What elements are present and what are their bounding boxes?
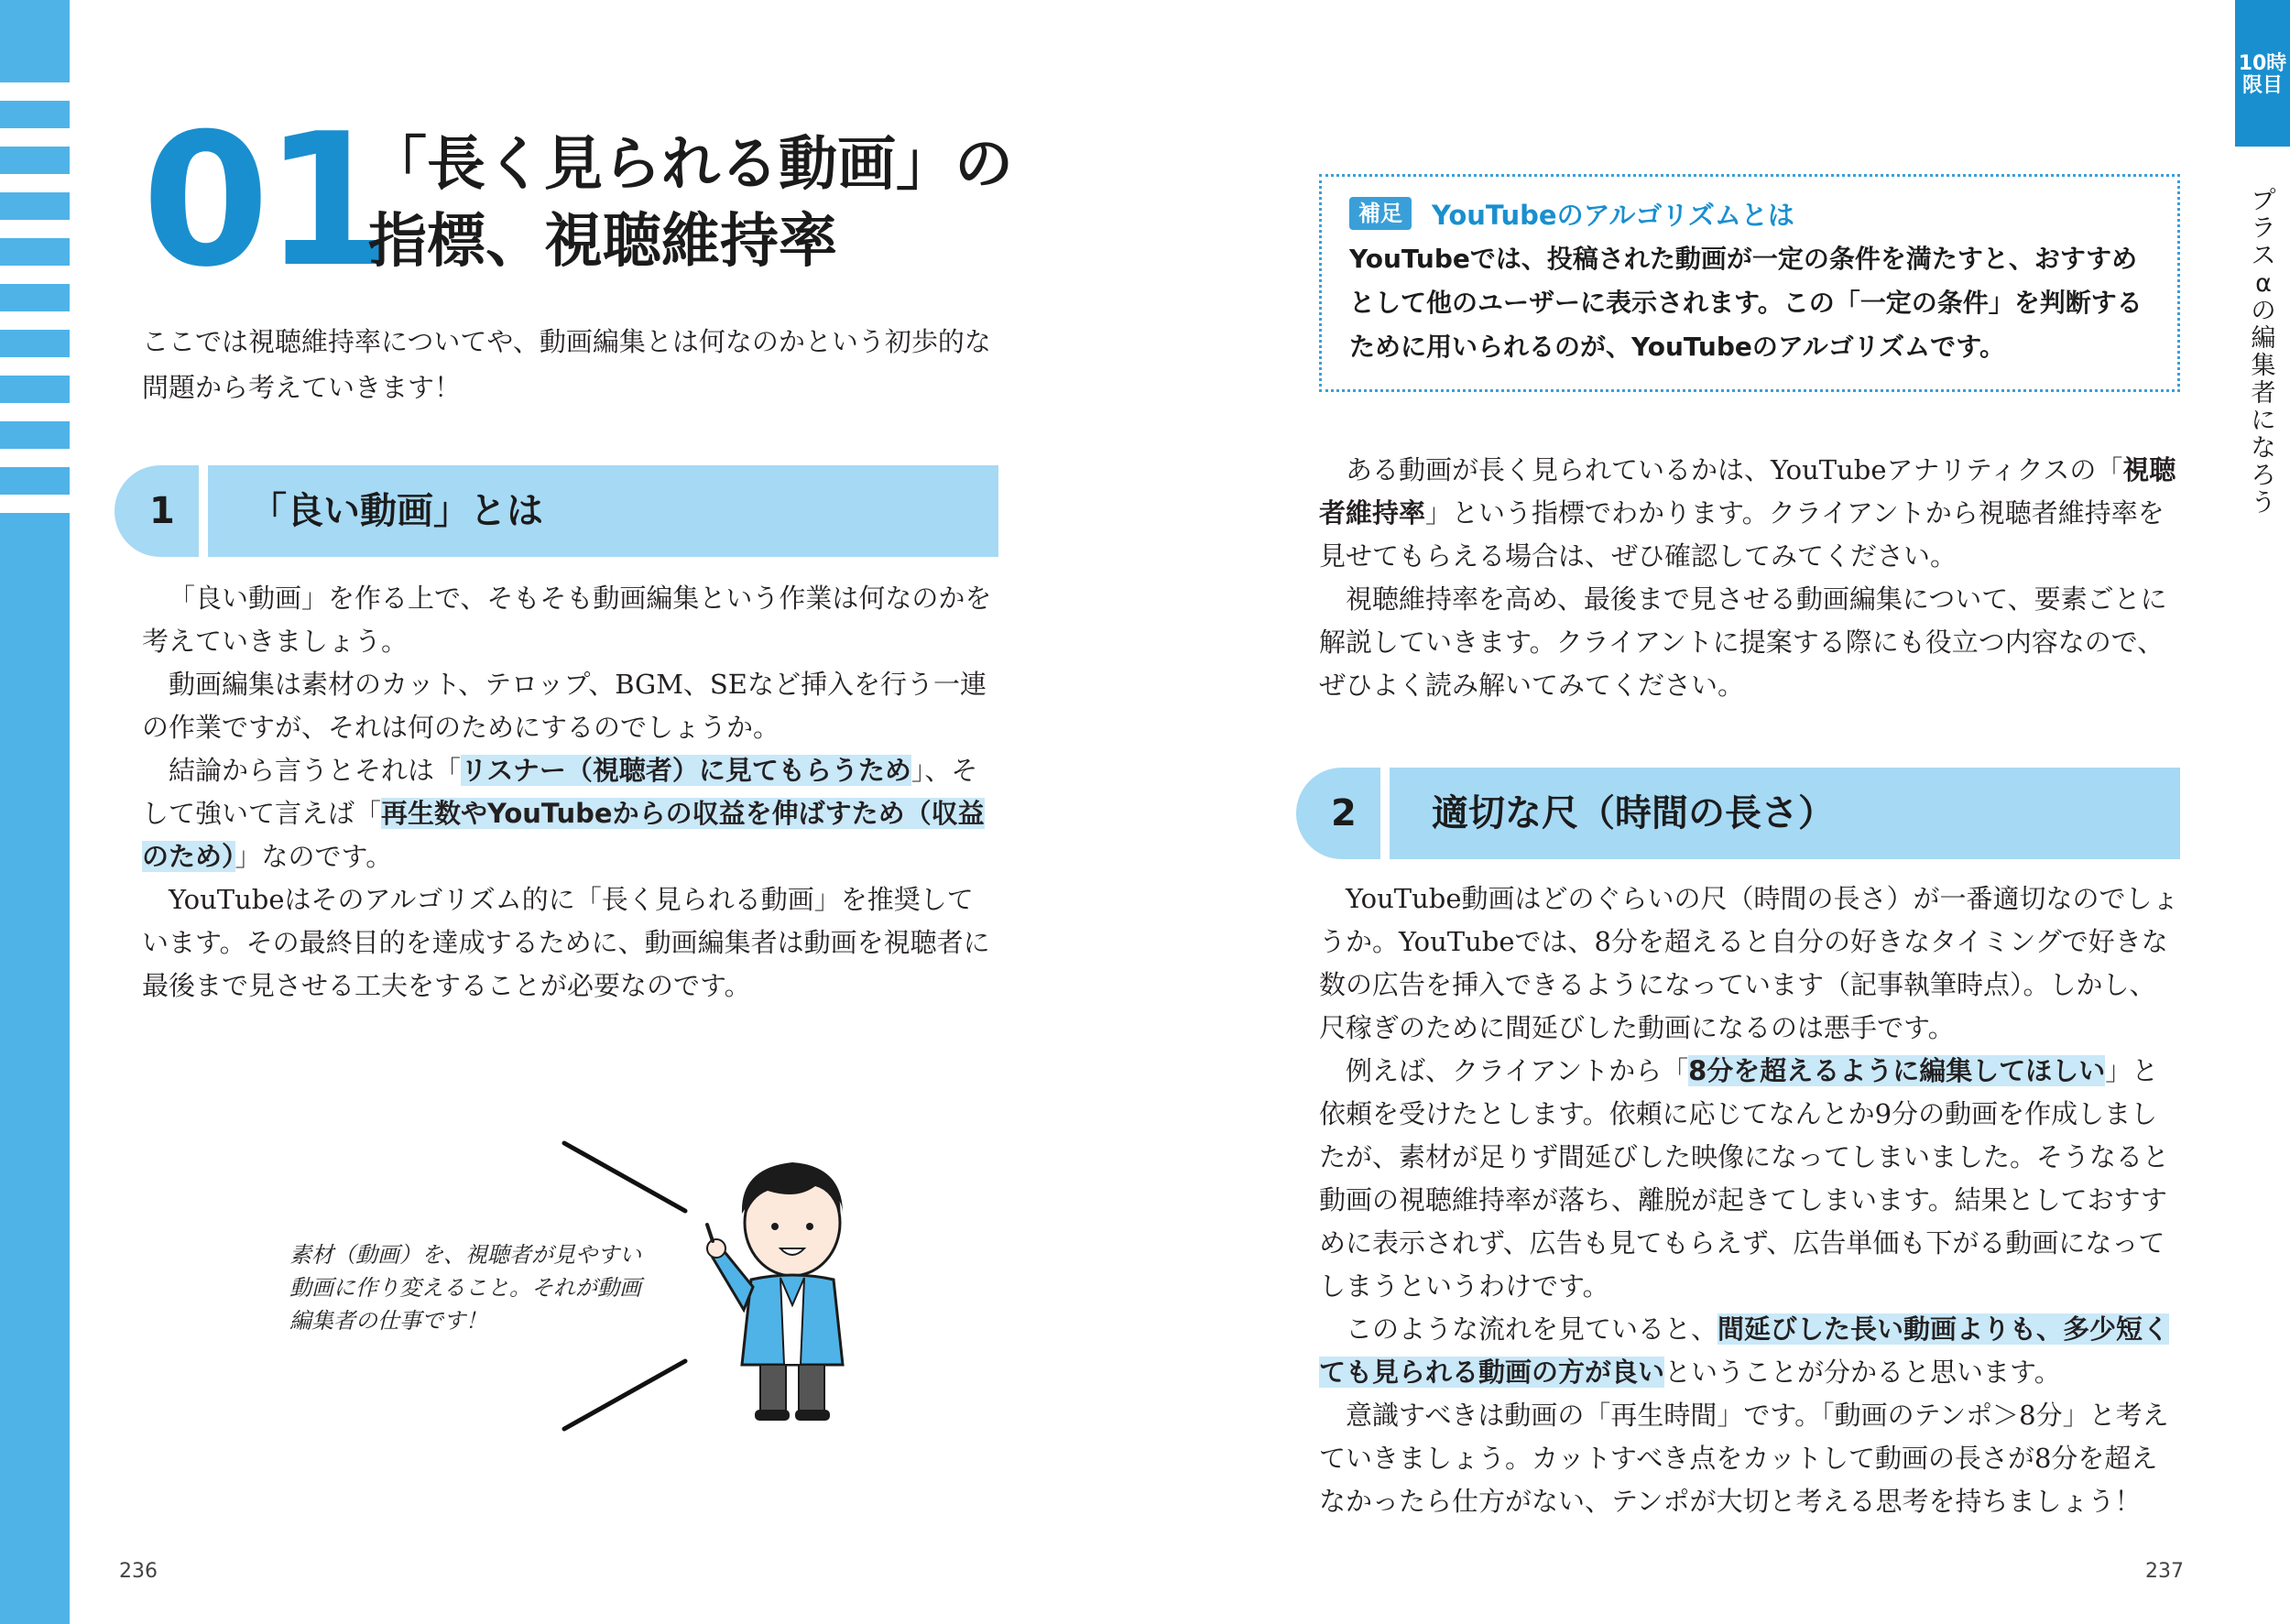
section1-number: 1 xyxy=(149,490,175,532)
paragraph: 動画編集は素材のカット、テロップ、BGM、SEなど挿入を行う一連の作業ですが、それは何のためにするのでしょうか。 xyxy=(142,669,987,743)
text-run: 例えば、クライアントから「 xyxy=(1346,1055,1689,1086)
bold-term: 視聴者維持率 xyxy=(1319,454,2176,529)
text-run: このような流れを見ていると、 xyxy=(1346,1313,1718,1345)
text-run: ある動画が長く見られているかは、YouTubeアナリティクスの「 xyxy=(1346,454,2123,485)
section2-number: 2 xyxy=(1331,792,1357,834)
text-run: 」という指標でわかります。クライアントから視聴者維持率を見せてもらえる場合は、ぜひ確認してみてください。 xyxy=(1319,497,2165,572)
text-run: 結論から言うとそれは「 xyxy=(169,755,462,786)
caption-line: 編集者の仕事です！ xyxy=(289,1308,487,1334)
section2-title: 適切な尺（時間の長さ） xyxy=(1432,792,1835,834)
chapter-tab-label: 10時限目 xyxy=(2238,52,2287,97)
left-stripe-bar xyxy=(0,467,70,495)
supplement-box xyxy=(1319,174,2180,392)
section2-header xyxy=(1296,768,2180,859)
caption-line: 素材（動画）を、視聴者が見やすい xyxy=(289,1242,641,1268)
left-stripe-bottom xyxy=(0,513,70,1624)
supplement-text: YouTubeでは、投稿された動画が一定の条件を満たすと、おすすめとして他のユーザーに表示されます。この「一定の条件」を判断するために用いられるのが、YouTubeのアルゴリズムです。 xyxy=(1349,244,2143,362)
highlight: 再生数やYouTubeからの収益を伸ばすため（収益のため） xyxy=(142,798,985,872)
left-stripe-bar xyxy=(0,192,70,220)
text-run: ということが分かると思います。 xyxy=(1664,1357,2061,1388)
highlight: 8分を超えるように編集してほしい xyxy=(1688,1055,2106,1086)
highlight: 間延びした長い動画よりも、多少短くても見られる動画の方が良い xyxy=(1319,1313,2170,1388)
paragraph: 「良い動画」を作る上で、そもそも動画編集という作業は何なのかを考えていきましょう。 xyxy=(142,583,992,657)
section-number-label: 01 xyxy=(142,94,387,308)
left-stripe-bar xyxy=(0,101,70,128)
supplement-title: YouTubeのアルゴリズムとは xyxy=(1432,200,1794,231)
page-title-line2: 指標、視聴維持率 xyxy=(368,208,837,276)
left-stripe-bar xyxy=(0,284,70,311)
chapter-subtitle-vertical: プラスαの編集者になろう xyxy=(2251,187,2276,518)
page-title-line1: 「長く見られる動画」の xyxy=(368,131,1013,199)
paragraph xyxy=(1319,1050,2180,1308)
section1-body xyxy=(142,577,998,1008)
paragraph: YouTubeはそのアルゴリズム的に「長く見られる動画」を推奨しています。その最終目的を達成するために、動画編集者は動画を視聴者に最後まで見させる工夫をすることが必要なのです。 xyxy=(142,884,990,1001)
left-stripe-top xyxy=(0,0,70,82)
intro-text: ここでは視聴維持率についてや、動画編集とは何なのかという初歩的な問題から考えていきます！ xyxy=(142,326,991,403)
page-number-right: 237 xyxy=(2145,1560,2184,1583)
left-stripe-bar xyxy=(0,376,70,403)
left-stripe-bar xyxy=(0,330,70,357)
text-run: 」なのです。 xyxy=(234,841,393,872)
left-stripe-bar xyxy=(0,147,70,174)
caption-line: 動画に作り変えること。それが動画 xyxy=(289,1275,641,1301)
text-run: 」、そして強いて言えば「 xyxy=(142,755,978,829)
left-stripe-bar xyxy=(0,238,70,266)
illustration-caption xyxy=(289,1238,641,1337)
paragraph: 視聴維持率を高め、最後まで見させる動画編集について、要素ごとに解説していきます。クライアントに提案する際にも役立つ内容なので、ぜひよく読み解いてみてください。 xyxy=(1319,583,2167,701)
section1-header xyxy=(114,465,998,557)
presenter-character-illustration xyxy=(705,1150,879,1424)
right-intro-body xyxy=(1319,449,2180,707)
page-number-left: 236 xyxy=(119,1560,158,1583)
paragraph xyxy=(1319,1308,2180,1394)
text-run: 」と依頼を受けたとします。依頼に応じてなんとか9分の動画を作成しましたが、素材が足りず間延びした映像になってしまいました。そうなると動画の視聴維持率が落ち、離脱が起きてしまいます。結果としておすすめに表示されず、広告も見てもらえず、広告単価も下がる動画になってしまうというわけです。 xyxy=(1319,1055,2170,1302)
supplement-badge: 補足 xyxy=(1349,197,1412,230)
paragraph xyxy=(142,749,998,878)
left-stripe-bar xyxy=(0,421,70,449)
paragraph xyxy=(1319,449,2180,578)
paragraph: YouTube動画はどのぐらいの尺（時間の長さ）が一番適切なのでしょうか。YouTubeでは、8分を超えると自分の好きなタイミングで好きな数の広告を挿入できるようになっています（記事執筆時点）。しかし、尺稼ぎのために間延びした動画になるのは悪手です。 xyxy=(1319,883,2179,1043)
paragraph: 意識すべきは動画の「再生時間」です。「動画のテンポ＞8分」と考えていきましょう。カットすべき点をカットして動画の長さが8分を超えなかったら仕方がない、テンポが大切と考える思考を持ちましょう！ xyxy=(1319,1400,2169,1517)
highlight: リスナー（視聴者）に見てもらうため xyxy=(461,755,911,786)
section2-body xyxy=(1319,877,2180,1523)
section1-title: 「良い動画」とは xyxy=(250,490,543,532)
